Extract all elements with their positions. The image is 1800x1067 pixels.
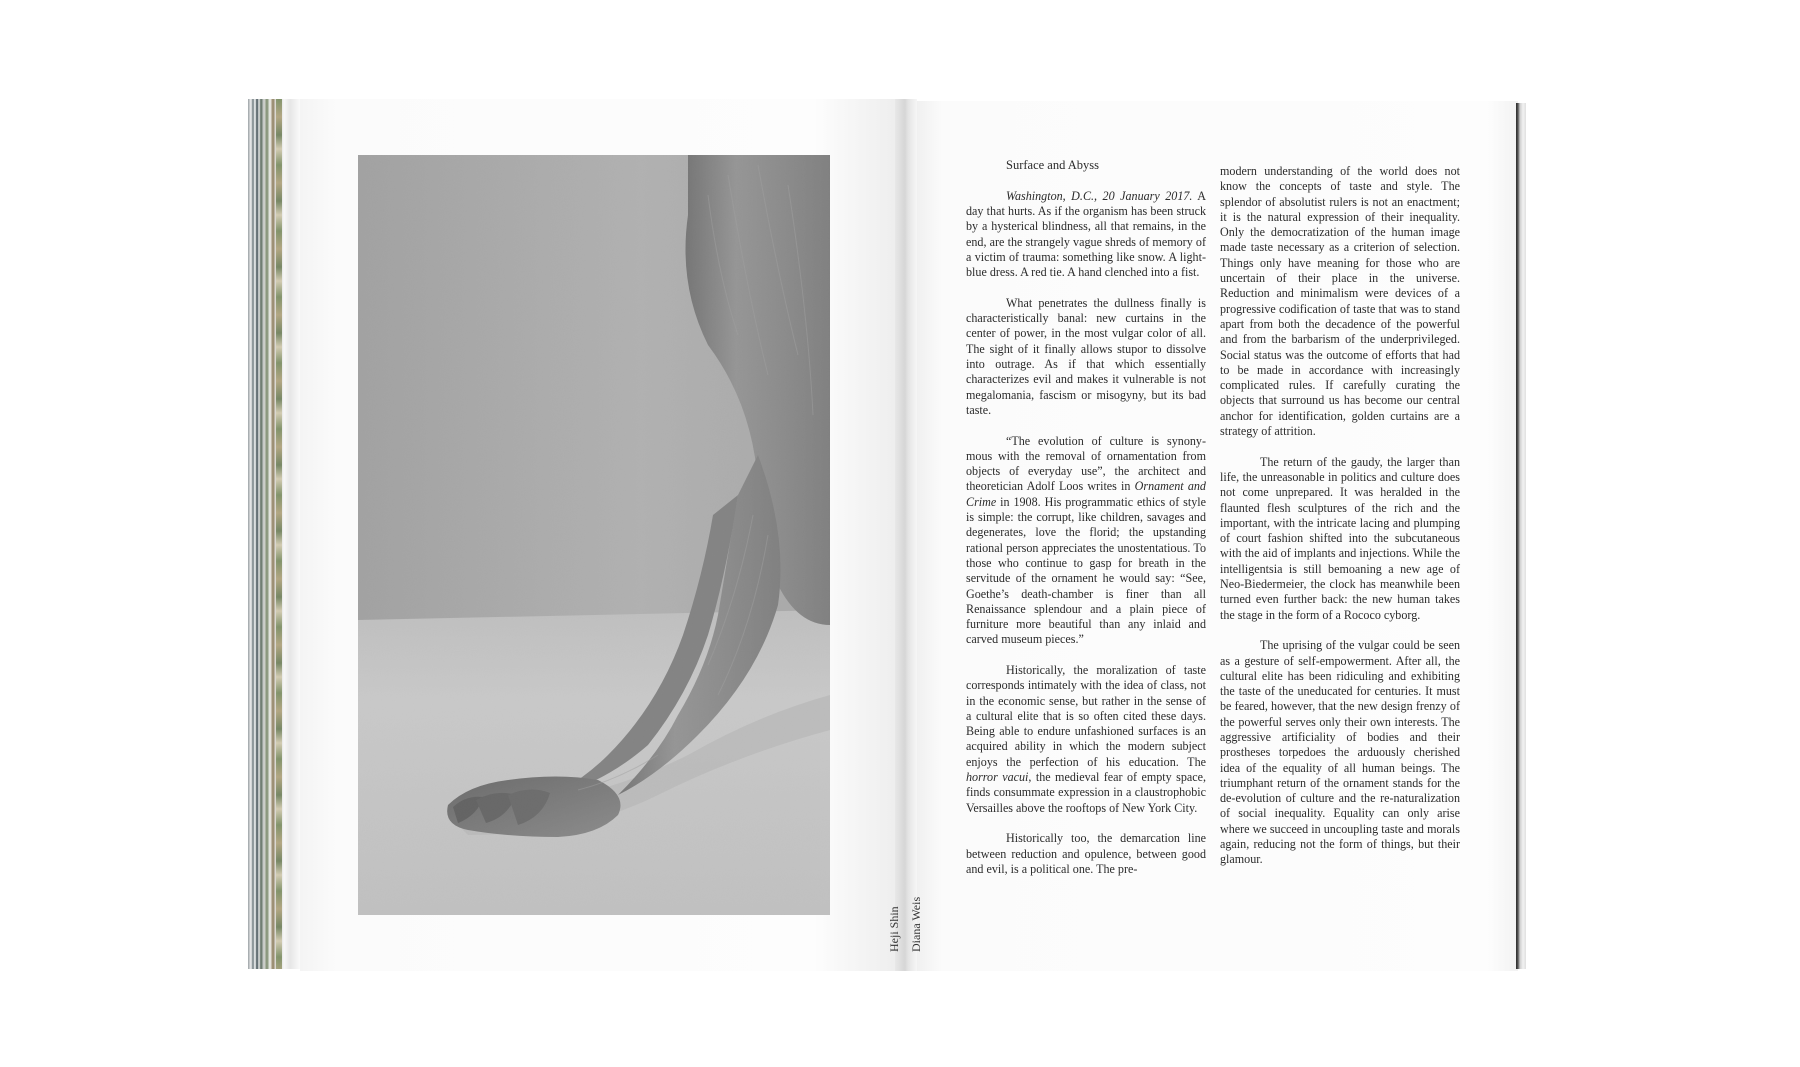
article-paragraph: What penetrates the dullness finally is characteristically banal: new curtains in the center of power, in the most vulgar color of all. The sight of it finally allows stupor to dissolve into outrage. As if that which essentially characterizes evil and makes it vulnerable is not megalomania, fascism or misogyny, but its bad taste. [966,295,1206,417]
article-paragraph: Historically too, the demarcation line between reduction and opulence, between good and evil, is a political one. The pre- [966,831,1206,876]
column-1-paragraphs [966,189,1206,877]
article-paragraph: Washington, D.C., 20 January 2017. A day that hurts. As if the organism has been struck by a hysterical blindness, all that remains, in the end, are the strangely vague shreds of memory of a victim of trauma: something like snow. A light-blue dress. A red tie. A hand clenched into a fist. [966,188,1207,280]
article-paragraph: The uprising of the vulgar could be seen as a gesture of self-empowerment. After all, the cultural elite has been ridiculing and exhibiting the taste of the uneducated for centuries. It must be feared, however, that the new design frenzy of the powerful serves only their own interests. The aggressive artificiality of bodies and their prostheses torpedoes the arduously cherished idea of the equality of all human beings. The triumphant return of the ornament stands for the de-evolution of culture and the re-naturalization of social inequality. Equality can only arise where we succeed in uncoupling taste and morals again, reducing not the form of things, but their glamour. [1220,638,1460,867]
right-page-edge [1516,103,1526,969]
photographer-credit: Heji Shin [887,906,901,952]
article-title: Surface and Abyss [1006,158,1100,172]
page-edge-stack [248,99,300,969]
author-credit: Diana Weis [909,896,923,952]
article-paragraph: The return of the gaudy, the larger than life, the unreasonable in politics and culture does not come unprepared. It was heralded in the flaunted flesh sculptures of the rich and the important, with the intricate lacing and plumping of court fashion shifted into the subcutaneous with the aid of implants and injections. While the intelligentsia is still bemoaning a new age of Neo-Biedermeier, the clock has meanwhile been turned even further back: the new human takes the stage in the form of a Rococo cyborg. [1220,454,1460,622]
page-edge-color-strip [276,99,282,969]
animal-leg-photo [358,155,830,915]
article-paragraph: modern understanding of the world does not know the concepts of taste and style. The splendor of absolutist rulers is not an enactment; it is the natural expression of their inequality. Only the democratization of the human image made taste necessary as a criterion of selection. Things only have meaning for those who are uncertain of their place in the universe. Reduction and minimalism were devices of a progressive codification of taste that was to stand apart from both the decadence of the powerful and from the barbarism of the underprivileged. Social status was the outcome of efforts that had to be made in accordance with increasingly complicated rules. If carefully curating the objects that surround us has become our central anchor for identification, golden curtains are a strategy of attrition. [1220,164,1460,439]
book-gutter [895,99,917,971]
article-column-1 [966,158,1206,892]
column-2-paragraphs [1220,164,1460,868]
animal-leg-illustration [358,155,830,915]
article-paragraph: Historically, the moralization of taste corresponds intimately with the idea of class, not in the economic sense, but rather in the sense of a cultural elite that is so often cited these days. Being able to endure unfashioned surfaces is an acquired ability in which the modern subject enjoys the perfection of his education. The horror vacui, the medieval fear of empty space, finds consummate expression in a claustrophobic Versailles above the rooftops of New York City. [966,663,1206,815]
article-column-2 [1220,164,1460,883]
article-paragraph: “The evolution of culture is synony-mous with the removal of ornamentation from objects of everyday use”, the architect and theoretician Adolf Loos writes in Ornament and Crime in 1908. His programmatic ethics of style is simple: the corrupt, like children, savages and degenerates, love the florid; the upstanding rational person appreciates the unostentatious. To those who continue to gasp for breath in the servitude of the ornament he would say: “See, Goethe’s death-chamber is finer than all Renaissance splendour and a plain piece of furniture more beautiful than any inlaid and carved museum pieces.” [966,433,1206,647]
